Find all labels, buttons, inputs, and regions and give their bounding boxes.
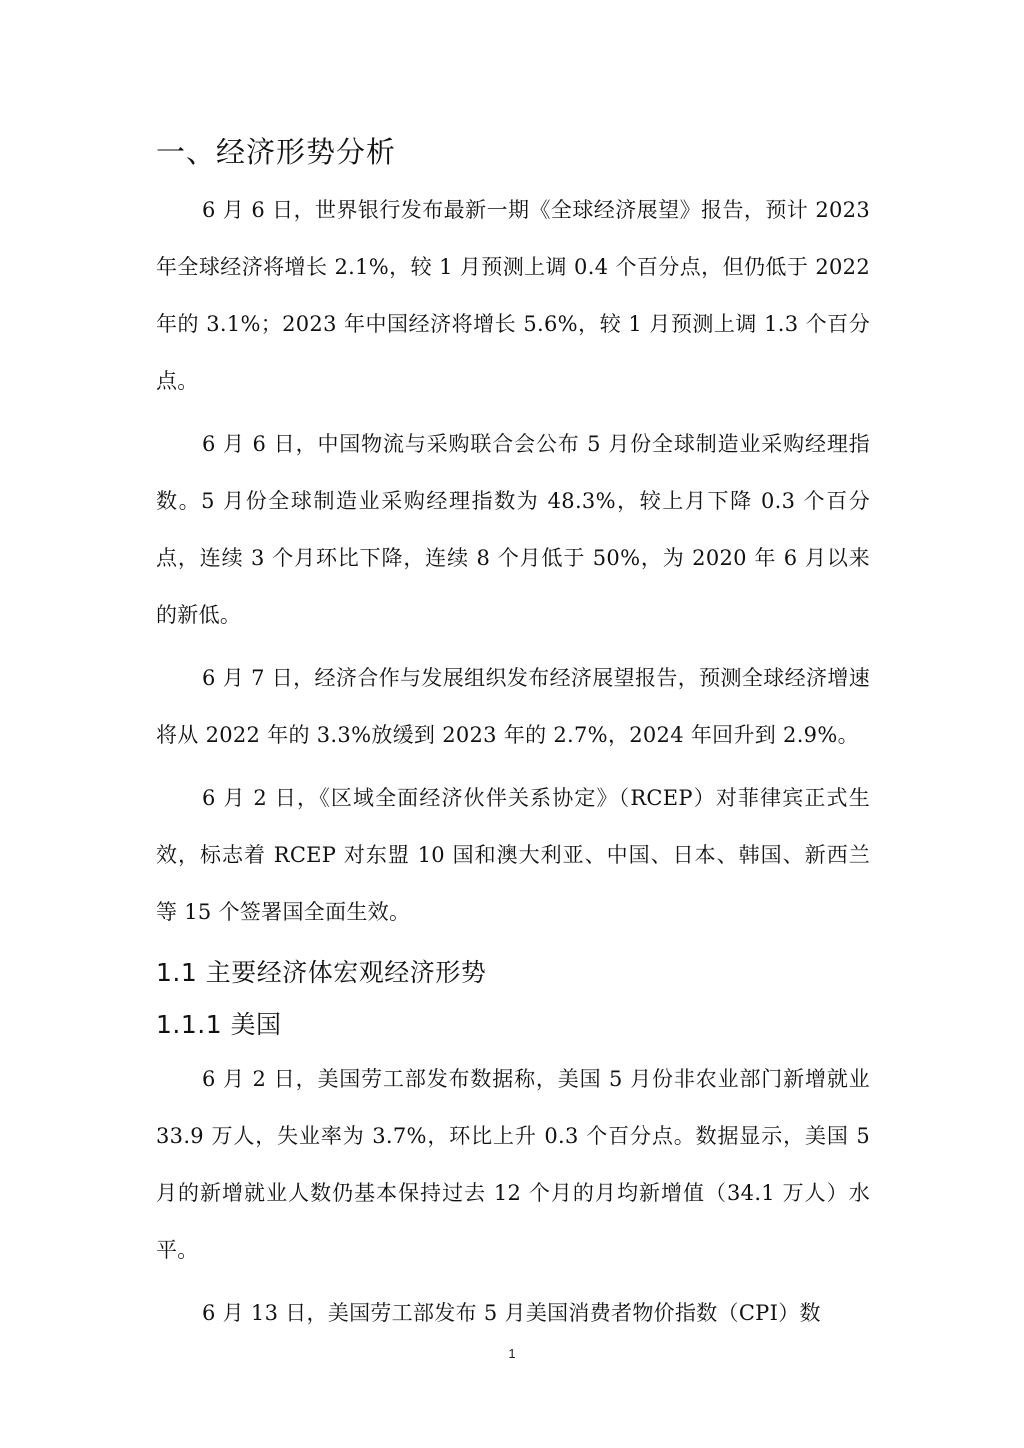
paragraph-us-cpi: 6 月 13 日，美国劳工部发布 5 月美国消费者物价指数（CPI）数 [202, 1301, 821, 1325]
paragraph-pmi: 6 月 6 日，中国物流与采购联合会公布 5 月份全球制造业采购经理指数。5 月份全球制造业采购经理指数为 48.3%，较上月下降 0.3 个百分点，连续 3 个月环比下降，连续 8 个月低于 50%，为 2020 年 6 月以来的新低。 [156, 432, 870, 627]
paragraph-rcep: 6 月 2 日，《区域全面经济伙伴关系协定》（RCEP）对菲律宾正式生效，标志着 RCEP 对东盟 10 国和澳大利亚、中国、日本、韩国、新西兰等 15 个签署国全面生效。 [156, 786, 870, 924]
subsection-title: 1.1 主要经济体宏观经济形势 [156, 958, 487, 987]
paragraph-us-employment: 6 月 2 日，美国劳工部发布数据称，美国 5 月份非农业部门新增就业 33.9 万人，失业率为 3.7%，环比上升 0.3 个百分点。数据显示，美国 5 月的新增就业人数仍基本保持过去 12 个月的月均新增值（34.1 万人）水平。 [156, 1067, 870, 1262]
document-body [156, 128, 870, 1348]
paragraph-world-bank: 6 月 6 日，世界银行发布最新一期《全球经济展望》报告，预计 2023 年全球经济将增长 2.1%，较 1 月预测上调 0.4 个百分点，但仍低于 2022 年的 3.1%；2023 年中国经济将增长 5.6%，较 1 月预测上调 1.3 个百分点。 [156, 198, 870, 393]
subsubsection-title: 1.1.1 美国 [156, 1010, 282, 1039]
page-number: 1 [508, 1346, 516, 1361]
paragraph-oecd: 6 月 7 日，经济合作与发展组织发布经济展望报告，预测全球经济增速将从 2022 年的 3.3%放缓到 2023 年的 2.7%，2024 年回升到 2.9%。 [156, 666, 870, 747]
section-title: 一、经济形势分析 [156, 135, 397, 169]
